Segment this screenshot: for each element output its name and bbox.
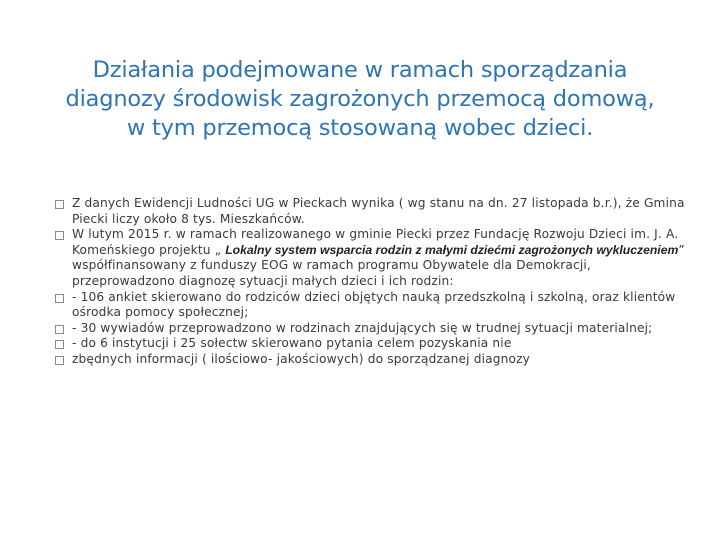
- square-bullet-icon: [55, 231, 64, 240]
- bullet-list: [55, 196, 685, 368]
- title-line-2: diagnozy środowisk zagrożonych przemocą domową,: [65, 86, 655, 112]
- bullet-text-after: ” współfinansowany z funduszy EOG w ramach programu Obywatele dla Demokracji, przeprowadzono diagnozę sytuacji małych dzieci i ich rodzin:: [72, 242, 685, 288]
- bullet-item: [55, 336, 685, 352]
- bullet-item: [55, 321, 685, 337]
- square-bullet-icon: [55, 340, 64, 349]
- square-bullet-icon: [55, 200, 64, 209]
- title-line-3: w tym przemocą stosowaną wobec dzieci.: [126, 115, 594, 141]
- bullet-text: - 106 ankiet skierowano do rodziców dzieci objętych nauką przedszkolną i szkolną, oraz klientów ośrodka pomocy społecznej;: [72, 289, 676, 320]
- bullet-text: zbędnych informacji ( ilościowo- jakościowych) do sporządzanej diagnozy: [72, 351, 531, 366]
- bullet-text-before: W lutym 2015 r. w ramach realizowanego w gminie Piecki przez Fundację Rozwoju Dzieci im. J. A. Komeńskiego projektu „: [72, 227, 679, 257]
- bullet-item: [55, 227, 685, 289]
- bullet-item: [55, 196, 685, 227]
- bullet-text: - 30 wywiadów przeprowadzono w rodzinach znajdujących się w trudnej sytuacji materialnej;: [72, 320, 653, 335]
- slide-title: [30, 56, 690, 143]
- bullet-item: [55, 290, 685, 321]
- title-line-1: Działania podejmowane w ramach sporządzania: [92, 57, 628, 83]
- square-bullet-icon: [55, 294, 64, 303]
- bullet-item: [55, 352, 685, 368]
- square-bullet-icon: [55, 325, 64, 334]
- bullet-text: Z danych Ewidencji Ludności UG w Pieckach wynika ( wg stanu na dn. 27 listopada b.r.), że Gmina Piecki liczy około 8 tys. Mieszkańców.: [72, 196, 685, 226]
- project-name-italic: Lokalny system wsparcia rodzin z małymi dziećmi zagrożonych wykluczeniem: [225, 242, 679, 257]
- square-bullet-icon: [55, 356, 64, 365]
- bullet-text: - do 6 instytucji i 25 sołectw skierowano pytania celem pozyskania nie: [72, 336, 512, 351]
